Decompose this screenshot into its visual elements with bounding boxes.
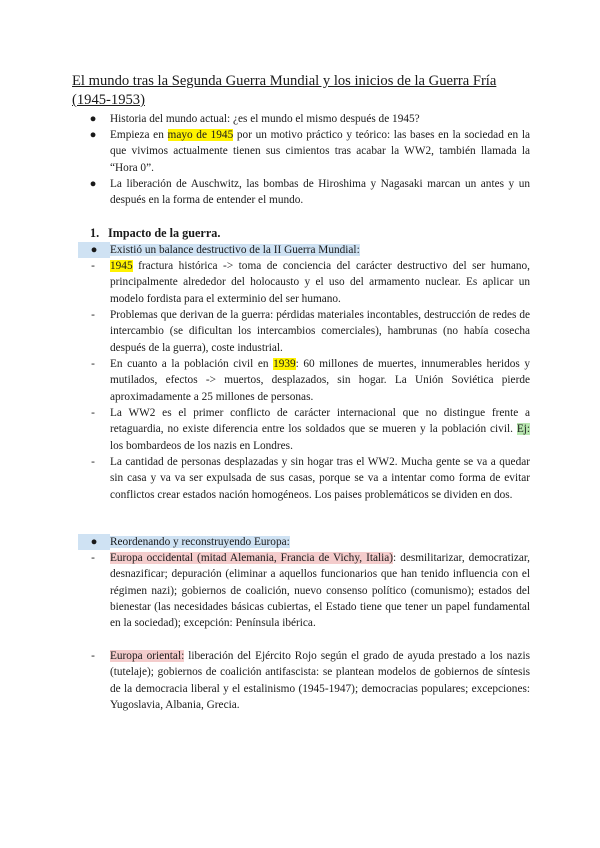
text-run: los bombardeos de los nazis en Londres. xyxy=(110,439,293,452)
document-title: El mundo tras la Segunda Guerra Mundial y los inicios de la Guerra Fría (1945-1953) xyxy=(72,73,497,108)
dash-item xyxy=(72,356,530,405)
text-run: : desmilitarizar, democratizar, desnazificar; depuración (eliminar a aquellos funcionarios que han tenido influencia con el régimen nazi); gobiernos de coalición, nuevo consenso político (comunismo); estados del bienestar (las necesidades básicas cubiertas, el Estado tiene que tener un papel fundamental en la sociedad); excepción: Península ibérica. xyxy=(110,552,531,630)
bullet-text: Historia del mundo actual: ¿es el mundo el mismo después de 1945? xyxy=(110,113,420,125)
highlight-region: Europa oriental: xyxy=(110,650,185,662)
dash-item xyxy=(72,258,530,307)
dash-item xyxy=(72,307,530,356)
text-run: En cuanto a la población civil en xyxy=(110,358,274,370)
highlight-date: 1945 xyxy=(110,260,133,272)
bullet-text: Reordenando y reconstruyendo Europa: xyxy=(110,536,290,548)
section-number: 1. xyxy=(90,226,100,240)
intro-bullet xyxy=(72,176,530,209)
highlight-region: Europa occidental (mitad Alemania, Francia de Vichy, Italia) xyxy=(110,552,394,564)
text-run: fractura histórica -> toma de conciencia del carácter destructivo del ser humano, principalmente alrededor del holocausto y el uso del armamento nuclear. Es aplicar un modelo fordista para el exterminio del ser humano. xyxy=(110,260,530,305)
dash-text xyxy=(110,258,530,307)
dash-marker: - xyxy=(91,650,95,662)
dash-marker: - xyxy=(91,260,95,272)
dash-text: Problemas que derivan de la guerra: pérdidas materiales incontables, destrucción de redes de intercambio (se dificultan los intercambios comerciales), hambrunas (no había cosecha después de la guerra), coste industrial. xyxy=(110,309,530,354)
bullet-marker: ● xyxy=(89,129,97,141)
dash-item xyxy=(72,550,530,649)
text-run: La WW2 es el primer conflicto de carácter internacional que no distingue frente a retaguardia, no existe diferencia entre los soldados que se mueren y la población civil. xyxy=(110,407,530,436)
section-bullet xyxy=(72,242,530,259)
bullet-text-wrap xyxy=(110,534,290,550)
dash-text xyxy=(110,550,530,631)
dash-marker: - xyxy=(91,309,95,321)
dash-marker: - xyxy=(91,552,95,564)
dash-item xyxy=(72,648,530,714)
dash-text: La cantidad de personas desplazadas y sin hogar tras el WW2. Mucha gente se va a quedar sin casa y va va ser expulsada de sus casas, porque se va a intentar como forma de evitar conflictos crear estados nación homogéneos. Los paises problemáticos se dividen en dos. xyxy=(110,456,530,501)
bullet-marker: ● xyxy=(89,178,97,190)
text-run: liberación del Ejército Rojo según el grado de ayuda prestado a los nazis (tutelaje); gobiernos de coalición antifascista: se plantean modelos de gobiernos de síntesis de la democracia liberal y el estalinismo (1945-1947); democracias populares; excepciones: Yugoslavia, Albania, Grecia. xyxy=(110,650,531,711)
intro-bullet xyxy=(72,111,530,128)
dash-text xyxy=(110,405,530,454)
dash-text xyxy=(110,356,530,405)
dash-marker: - xyxy=(91,407,95,419)
highlight-example: Ej: xyxy=(516,423,530,436)
bullet-text xyxy=(110,127,530,176)
dash-marker: - xyxy=(91,358,95,370)
bullet-marker: ● xyxy=(89,113,97,125)
section-heading xyxy=(90,226,220,241)
dash-item xyxy=(72,454,530,520)
dash-text xyxy=(110,648,530,713)
section-title: Impacto de la guerra. xyxy=(108,226,221,240)
highlight-date: mayo de 1945 xyxy=(167,129,234,141)
text-run: Empieza en xyxy=(110,129,168,141)
text-run: por un motivo práctico y teórico: las bases en la sociedad en la que vivimos actualmente tienen sus cimientos tras acabar la WW2, también llamada la “Hora 0”. xyxy=(110,129,530,174)
bullet-text: Existió un balance destructivo de la II Guerra Mundial: xyxy=(110,244,360,256)
dash-marker: - xyxy=(91,456,95,468)
section-bullet xyxy=(72,534,530,551)
text-run: : 60 millones de muertes, innumerables heridos y mutilados, efectos -> muertos, desplazados, sin hogar. La Unión Soviética pierde aproximadamente a 25 millones de personas. xyxy=(110,358,530,403)
highlight-date: 1939 xyxy=(273,358,296,370)
bullet-text-wrap xyxy=(110,242,360,258)
bullet-marker: ● xyxy=(78,242,110,258)
intro-bullet xyxy=(72,127,530,176)
bullet-text: La liberación de Auschwitz, las bombas de Hiroshima y Nagasaki marcan un antes y un después en la forma de entender el mundo. xyxy=(110,178,530,207)
bullet-marker: ● xyxy=(78,534,110,550)
dash-item xyxy=(72,405,530,454)
